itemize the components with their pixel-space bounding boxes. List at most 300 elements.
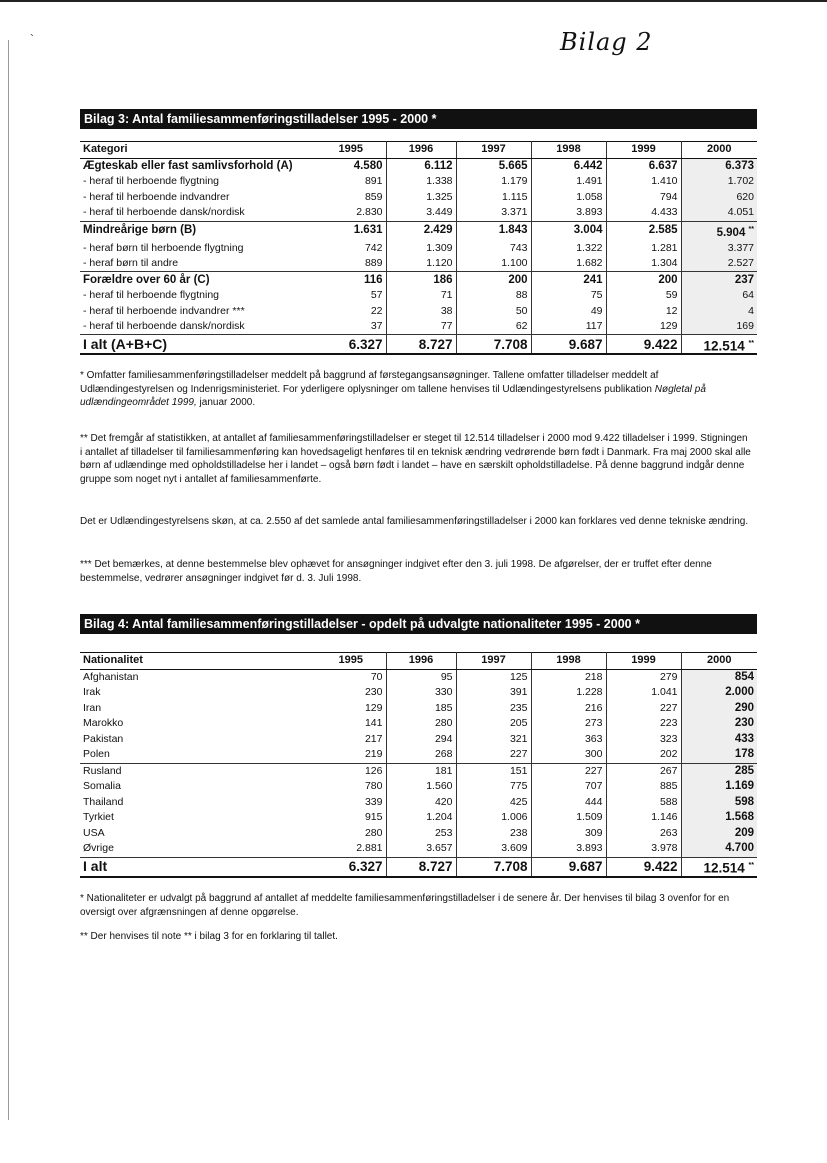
table-cell bbox=[681, 221, 757, 240]
cell-value: 620 bbox=[736, 190, 754, 203]
total-cell bbox=[681, 335, 757, 355]
cell-value: 5.665 bbox=[498, 159, 528, 172]
table-cell bbox=[531, 288, 606, 304]
total-label: I alt (A+B+C) bbox=[80, 335, 316, 355]
table-row bbox=[80, 288, 757, 304]
cell-value: 4.700 bbox=[725, 842, 754, 855]
cell-value: 181 bbox=[434, 764, 453, 777]
cell-value: 200 bbox=[508, 273, 528, 286]
cell-value: 2.585 bbox=[648, 224, 678, 237]
total-cell bbox=[386, 857, 456, 877]
table-cell bbox=[456, 272, 531, 288]
row-label: Marokko bbox=[83, 717, 124, 730]
table-cell bbox=[606, 732, 681, 748]
bilag4-body bbox=[80, 669, 757, 877]
cell-value: 323 bbox=[659, 732, 678, 745]
table-cell bbox=[316, 158, 386, 174]
table-cell bbox=[316, 256, 386, 272]
table-cell bbox=[456, 716, 531, 732]
cell-value: 6.112 bbox=[424, 159, 453, 172]
cell-value: 216 bbox=[584, 701, 603, 714]
cell-value: 3.893 bbox=[576, 206, 603, 219]
total-value: 8.727 bbox=[418, 336, 453, 352]
handwritten-annex-label: Bilag 2 bbox=[560, 28, 653, 56]
table-cell bbox=[386, 272, 456, 288]
row-label: Thailand bbox=[83, 795, 124, 808]
cell-value: 6.442 bbox=[573, 159, 603, 172]
total-cell bbox=[531, 857, 606, 877]
cell-value: 263 bbox=[659, 826, 678, 839]
page-top-border bbox=[0, 0, 827, 2]
footnote-marker: ** bbox=[748, 861, 754, 869]
table-cell bbox=[531, 701, 606, 717]
bilag3-note-2: ** Det fremgår af statistikken, at antallet af familiesammenføringstilladelser er steget til 12.514 tilladelser i 2000 mod 9.422 tilladelser i 1999. Stigningen i antallet af tilladelser til familiesammenføring kan hovedsageligt henføres til en teknisk ændring vedrørende børn født i Danmark. Fra maj 2000 skal alle børn af udlændinge med opholdstilladelse her i landet – også børn født i landet – have en særskilt opholdstilladelse. På denne baggrund indgår denne gruppe som noget nyt i antallet af familiesammenførte. bbox=[80, 433, 751, 485]
total-value: 12.514 bbox=[703, 338, 745, 354]
column-header-year: 1996 bbox=[386, 142, 456, 159]
cell-value: 889 bbox=[364, 257, 383, 270]
cell-value: 3.657 bbox=[426, 842, 453, 855]
cell-value: 6.373 bbox=[725, 159, 754, 172]
cell-value: 780 bbox=[364, 780, 383, 793]
table-cell bbox=[316, 174, 386, 190]
table-cell bbox=[456, 732, 531, 748]
table-cell bbox=[316, 319, 386, 335]
table-cell bbox=[456, 669, 531, 685]
bilag4-note-1: * Nationaliteter er udvalgt på baggrund af antallet af meddelte familiesammenføringstilladelser i de senere år. Der henvises til bilag 3 ovenfor for en oversigt over afgrænsningen af denne opgørelse. bbox=[80, 893, 730, 918]
cell-value: 4 bbox=[748, 304, 754, 317]
cell-value: 854 bbox=[734, 670, 754, 683]
cell-value: 237 bbox=[734, 273, 754, 286]
cell-value: 420 bbox=[434, 795, 453, 808]
cell-value: 238 bbox=[509, 826, 528, 839]
table-row bbox=[80, 240, 757, 256]
table-cell bbox=[531, 256, 606, 272]
cell-value: 62 bbox=[515, 320, 528, 333]
cell-value: 70 bbox=[370, 670, 383, 683]
table-cell bbox=[681, 240, 757, 256]
cell-value: 217 bbox=[364, 732, 383, 745]
cell-value: 4.051 bbox=[727, 206, 754, 219]
table-cell bbox=[386, 221, 456, 240]
table-cell bbox=[456, 303, 531, 319]
table-cell bbox=[681, 779, 757, 795]
column-header-year: 1997 bbox=[456, 142, 531, 159]
cell-value: 1.322 bbox=[576, 241, 603, 254]
table-row bbox=[80, 669, 757, 685]
cell-value: 1.204 bbox=[426, 811, 453, 824]
cell-value: 444 bbox=[584, 795, 603, 808]
cell-value: 1.325 bbox=[426, 190, 453, 203]
table-cell bbox=[316, 810, 386, 826]
column-header-year: 2000 bbox=[681, 653, 757, 670]
table-cell bbox=[316, 779, 386, 795]
cell-value: 2.000 bbox=[725, 686, 754, 699]
table-cell bbox=[681, 205, 757, 221]
bilag3-note-1: * Omfatter familiesammenføringstilladelser meddelt på baggrund af førstegangsansøgninger. Tallene omfatter tilladelser meddelt af Udlændingestyrelsen og Indenrigsministeriet. For yderligere oplysninger om tallene henvises til Udlændingestyrelsens publikation Nøgletal på udlændingeområdet 1999, januar 2000. bbox=[80, 370, 706, 408]
column-header-label: Kategori bbox=[80, 142, 316, 159]
cell-value: 219 bbox=[364, 748, 383, 761]
cell-value: 707 bbox=[584, 780, 603, 793]
table-cell bbox=[456, 841, 531, 857]
table-cell bbox=[316, 826, 386, 842]
table-cell bbox=[456, 763, 531, 779]
total-value: 12.514 bbox=[703, 860, 745, 876]
table-cell bbox=[386, 795, 456, 811]
table-cell bbox=[456, 795, 531, 811]
table-cell bbox=[316, 221, 386, 240]
table-cell bbox=[316, 685, 386, 701]
cell-value: 129 bbox=[364, 701, 383, 714]
table-cell bbox=[681, 747, 757, 763]
table-cell bbox=[606, 716, 681, 732]
row-label: - heraf børn til herboende flygtning bbox=[83, 241, 244, 254]
cell-value: 77 bbox=[440, 320, 453, 333]
cell-value: 57 bbox=[370, 289, 383, 302]
table-cell bbox=[681, 174, 757, 190]
table-cell bbox=[606, 685, 681, 701]
table-row bbox=[80, 732, 757, 748]
cell-value: 1.631 bbox=[353, 224, 383, 237]
table-cell bbox=[456, 319, 531, 335]
row-label: Øvrige bbox=[80, 841, 316, 857]
total-value: 7.708 bbox=[493, 859, 528, 874]
table-cell bbox=[681, 716, 757, 732]
cell-value: 433 bbox=[734, 732, 754, 745]
table-cell bbox=[456, 221, 531, 240]
cell-value: 1.179 bbox=[501, 175, 528, 188]
cell-value: 12 bbox=[665, 304, 678, 317]
cell-value: 363 bbox=[584, 732, 603, 745]
cell-value: 3.978 bbox=[651, 842, 678, 855]
table-cell bbox=[456, 288, 531, 304]
row-label: - heraf børn til andre bbox=[80, 256, 316, 272]
bilag3-header-row bbox=[80, 142, 757, 159]
table-cell bbox=[316, 669, 386, 685]
table-cell bbox=[386, 669, 456, 685]
cell-value: 227 bbox=[509, 748, 528, 761]
table-cell bbox=[316, 272, 386, 288]
bilag4-title: Bilag 4: Antal familiesammenføringstilladelser - opdelt på udvalgte nationaliteter 1995 - 2000 * bbox=[80, 614, 757, 634]
table-cell bbox=[456, 747, 531, 763]
column-header-year: 1995 bbox=[316, 142, 386, 159]
table-cell bbox=[681, 763, 757, 779]
table-cell bbox=[531, 669, 606, 685]
table-cell bbox=[456, 205, 531, 221]
cell-value: 38 bbox=[440, 304, 453, 317]
table-row bbox=[80, 272, 757, 288]
cell-value: 116 bbox=[363, 273, 383, 286]
cell-value: 1.006 bbox=[501, 811, 528, 824]
cell-value: 3.004 bbox=[573, 224, 603, 237]
table-cell bbox=[386, 747, 456, 763]
table-cell bbox=[386, 240, 456, 256]
total-value: 8.727 bbox=[418, 859, 453, 874]
cell-value: 75 bbox=[590, 289, 603, 302]
cell-value: 129 bbox=[659, 320, 678, 333]
table-cell bbox=[456, 256, 531, 272]
cell-value: 1.702 bbox=[727, 175, 754, 188]
cell-value: 230 bbox=[364, 686, 383, 699]
cell-value: 5.904 bbox=[716, 226, 746, 239]
cell-value: 794 bbox=[659, 190, 678, 203]
cell-value: 49 bbox=[590, 304, 603, 317]
table-cell bbox=[316, 763, 386, 779]
table-cell bbox=[606, 205, 681, 221]
row-label: Somalia bbox=[83, 780, 121, 793]
cell-value: 71 bbox=[440, 289, 453, 302]
cell-value: 742 bbox=[364, 241, 383, 254]
table-cell bbox=[531, 732, 606, 748]
cell-value: 2.429 bbox=[423, 224, 453, 237]
table-row bbox=[80, 685, 757, 701]
cell-value: 280 bbox=[364, 826, 383, 839]
row-label: - heraf til herboende flygtning bbox=[83, 175, 220, 188]
row-label: Tyrkiet bbox=[83, 811, 114, 824]
row-label: - heraf til herboende dansk/nordisk bbox=[80, 319, 316, 335]
cell-value: 125 bbox=[509, 670, 528, 683]
table-cell bbox=[606, 747, 681, 763]
bilag3-note-4: *** Det bemærkes, at denne bestemmelse blev ophævet for ansøgninger indgivet efter den 3. juli 1998. De afgørelser, der er truffet efter denne bestemmelse, vedrører ansøgninger indgivet før d. 3. Juli 1998. bbox=[80, 559, 712, 584]
table-cell bbox=[531, 205, 606, 221]
table-cell bbox=[386, 716, 456, 732]
table-cell bbox=[386, 303, 456, 319]
cell-value: 1.228 bbox=[576, 686, 603, 699]
cell-value: 391 bbox=[509, 686, 528, 699]
table-cell bbox=[386, 841, 456, 857]
cell-value: 6.637 bbox=[648, 159, 678, 172]
cell-value: 1.843 bbox=[498, 224, 528, 237]
cell-value: 1.115 bbox=[502, 190, 528, 203]
table-cell bbox=[316, 716, 386, 732]
table-cell bbox=[456, 158, 531, 174]
row-label: Polen bbox=[80, 747, 316, 763]
cell-value: 227 bbox=[584, 764, 603, 777]
cell-value: 223 bbox=[659, 717, 678, 730]
cell-value: 126 bbox=[364, 764, 383, 777]
cell-value: 1.568 bbox=[725, 811, 754, 824]
table-cell bbox=[531, 319, 606, 335]
table-cell bbox=[681, 685, 757, 701]
table-cell bbox=[456, 810, 531, 826]
cell-value: 885 bbox=[659, 780, 678, 793]
table-row bbox=[80, 701, 757, 717]
row-label: Forældre over 60 år (C) bbox=[83, 273, 210, 286]
table-cell bbox=[456, 826, 531, 842]
cell-value: 64 bbox=[742, 289, 754, 302]
row-label: Irak bbox=[83, 686, 101, 699]
table-cell bbox=[681, 158, 757, 174]
table-cell bbox=[606, 174, 681, 190]
table-cell bbox=[316, 303, 386, 319]
table-cell bbox=[386, 190, 456, 206]
cell-value: 2.527 bbox=[727, 257, 754, 270]
table-row bbox=[80, 747, 757, 763]
table-cell bbox=[531, 779, 606, 795]
table-cell bbox=[681, 272, 757, 288]
table-cell bbox=[531, 272, 606, 288]
cell-value: 1.058 bbox=[576, 190, 603, 203]
row-label: Ægteskab eller fast samlivsforhold (A) bbox=[83, 159, 293, 172]
bilag4-note-2: ** Der henvises til note ** i bilag 3 for en forklaring til tallet. bbox=[80, 931, 338, 942]
cell-value: 321 bbox=[509, 732, 528, 745]
cell-value: 285 bbox=[734, 764, 754, 777]
table-cell bbox=[681, 319, 757, 335]
table-row bbox=[80, 779, 757, 795]
cell-value: 1.100 bbox=[501, 257, 528, 270]
total-cell bbox=[456, 857, 531, 877]
table-cell bbox=[316, 732, 386, 748]
bilag3-title: Bilag 3: Antal familiesammenføringstilladelser 1995 - 2000 * bbox=[80, 109, 757, 129]
bilag4-header-row bbox=[80, 653, 757, 670]
cell-value: 3.449 bbox=[426, 206, 453, 219]
row-label: - heraf til herboende indvandrer *** bbox=[83, 304, 245, 317]
table-cell bbox=[606, 779, 681, 795]
column-header-year: 1996 bbox=[386, 653, 456, 670]
column-header-year: 2000 bbox=[681, 142, 757, 159]
cell-value: 339 bbox=[364, 795, 383, 808]
table-cell bbox=[316, 288, 386, 304]
table-row bbox=[80, 174, 757, 190]
table-cell bbox=[316, 240, 386, 256]
cell-value: 1.304 bbox=[651, 257, 678, 270]
cell-value: 117 bbox=[585, 320, 603, 333]
total-value: 6.327 bbox=[348, 336, 383, 352]
total-value: 9.422 bbox=[643, 859, 678, 874]
table-cell bbox=[531, 810, 606, 826]
table-cell bbox=[606, 190, 681, 206]
cell-value: 588 bbox=[659, 795, 678, 808]
bilag4-table bbox=[80, 652, 757, 878]
row-label: - heraf til herboende indvandrer bbox=[83, 190, 230, 203]
table-cell bbox=[386, 205, 456, 221]
table-cell bbox=[531, 841, 606, 857]
table-cell bbox=[606, 221, 681, 240]
table-cell bbox=[316, 841, 386, 857]
cell-value: 186 bbox=[433, 273, 453, 286]
cell-value: 151 bbox=[509, 764, 528, 777]
cell-value: 268 bbox=[434, 748, 453, 761]
table-cell bbox=[386, 701, 456, 717]
table-cell bbox=[316, 205, 386, 221]
cell-value: 1.560 bbox=[426, 780, 453, 793]
column-header-year: 1998 bbox=[531, 653, 606, 670]
footnote-marker: ** bbox=[748, 339, 754, 347]
table-cell bbox=[386, 174, 456, 190]
bilag3-note-3: Det er Udlændingestyrelsens skøn, at ca. 2.550 af det samlede antal familiesammenføringstilladelser i 2000 kan forklares ved denne tekniske ændring. bbox=[80, 516, 749, 527]
cell-value: 235 bbox=[509, 701, 528, 714]
table-cell bbox=[681, 841, 757, 857]
total-cell bbox=[681, 857, 757, 877]
column-header-year: 1999 bbox=[606, 142, 681, 159]
table-cell bbox=[456, 190, 531, 206]
table-row bbox=[80, 795, 757, 811]
table-cell bbox=[531, 303, 606, 319]
total-cell bbox=[386, 335, 456, 355]
total-cell bbox=[606, 857, 681, 877]
cell-value: 290 bbox=[734, 701, 754, 714]
cell-value: 95 bbox=[440, 670, 453, 683]
total-row bbox=[80, 857, 757, 877]
table-row bbox=[80, 763, 757, 779]
table-cell bbox=[316, 190, 386, 206]
cell-value: 22 bbox=[370, 304, 383, 317]
cell-value: 915 bbox=[364, 811, 383, 824]
scan-speck: ` bbox=[30, 32, 34, 46]
cell-value: 859 bbox=[364, 190, 383, 203]
table-cell bbox=[531, 158, 606, 174]
cell-value: 1.682 bbox=[576, 257, 603, 270]
table-cell bbox=[531, 174, 606, 190]
table-cell bbox=[606, 669, 681, 685]
table-cell bbox=[386, 288, 456, 304]
total-value: 9.687 bbox=[568, 859, 603, 874]
cell-value: 2.830 bbox=[356, 206, 383, 219]
table-cell bbox=[456, 779, 531, 795]
row-label: Pakistan bbox=[83, 732, 124, 745]
column-header-year: 1998 bbox=[531, 142, 606, 159]
cell-value: 178 bbox=[734, 748, 754, 761]
scan-margin-line bbox=[8, 40, 9, 1120]
table-row bbox=[80, 841, 757, 857]
total-cell bbox=[531, 335, 606, 355]
cell-value: 218 bbox=[584, 670, 603, 683]
table-cell bbox=[606, 303, 681, 319]
total-cell bbox=[456, 335, 531, 355]
cell-value: 309 bbox=[584, 826, 603, 839]
table-cell bbox=[606, 826, 681, 842]
table-cell bbox=[386, 319, 456, 335]
table-cell bbox=[531, 747, 606, 763]
cell-value: 169 bbox=[736, 320, 754, 333]
total-value: 6.327 bbox=[348, 859, 383, 874]
table-cell bbox=[531, 716, 606, 732]
table-cell bbox=[681, 826, 757, 842]
table-row bbox=[80, 221, 757, 240]
total-label: I alt bbox=[80, 857, 316, 877]
table-cell bbox=[606, 158, 681, 174]
total-value: 9.422 bbox=[643, 336, 678, 352]
cell-value: 3.377 bbox=[727, 241, 754, 254]
table-cell bbox=[386, 256, 456, 272]
table-cell bbox=[386, 685, 456, 701]
cell-value: 205 bbox=[509, 717, 528, 730]
row-label: USA bbox=[83, 826, 105, 839]
cell-value: 141 bbox=[364, 717, 383, 730]
total-cell bbox=[316, 335, 386, 355]
table-cell bbox=[606, 841, 681, 857]
table-row bbox=[80, 190, 757, 206]
table-row bbox=[80, 256, 757, 272]
row-label: - heraf til herboende dansk/nordisk bbox=[80, 205, 316, 221]
cell-value: 202 bbox=[659, 748, 678, 761]
row-label: Afghanistan bbox=[83, 670, 139, 683]
row-label: Mindreårige børn (B) bbox=[83, 224, 197, 237]
cell-value: 88 bbox=[515, 289, 528, 302]
bilag3-body bbox=[80, 158, 757, 354]
table-cell bbox=[456, 701, 531, 717]
table-cell bbox=[606, 763, 681, 779]
table-cell bbox=[386, 810, 456, 826]
row-label: Rusland bbox=[83, 764, 122, 777]
table-cell bbox=[316, 747, 386, 763]
cell-value: 330 bbox=[434, 686, 453, 699]
cell-value: 209 bbox=[734, 826, 754, 839]
table-cell bbox=[681, 795, 757, 811]
table-cell bbox=[456, 174, 531, 190]
column-header-year: 1999 bbox=[606, 653, 681, 670]
cell-value: 37 bbox=[370, 320, 383, 333]
table-cell bbox=[531, 826, 606, 842]
